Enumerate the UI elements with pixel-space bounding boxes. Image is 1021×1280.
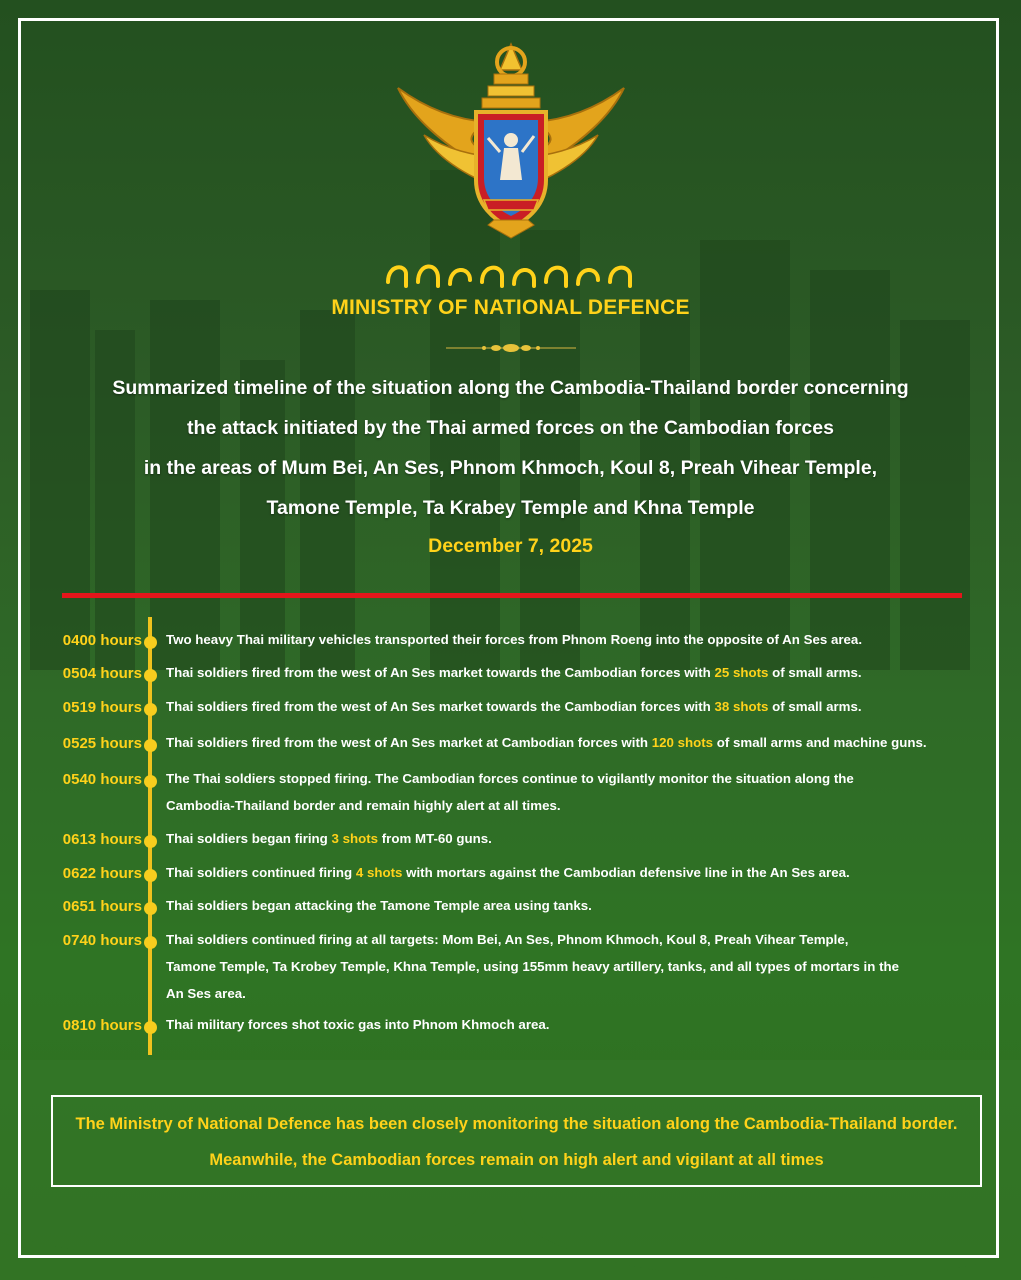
timeline-description [166, 626, 996, 653]
timeline-description-line [166, 953, 996, 980]
timeline-text: The Thai soldiers stopped firing. The Cambodian forces continue to vigilantly monitor the situation along the [166, 771, 854, 786]
timeline-description-line [166, 693, 996, 720]
timeline-time: 0525 hours [62, 735, 142, 752]
timeline-description-line [166, 980, 996, 1007]
timeline-time: 0622 hours [62, 865, 142, 882]
timeline-text: Thai soldiers fired from the west of An Ses market at Cambodian forces with [166, 735, 652, 750]
timeline-description [166, 765, 996, 819]
footer-box [51, 1095, 982, 1187]
timeline-description-line [166, 626, 996, 653]
timeline-description-line [166, 926, 996, 953]
shot-count-highlight: 3 shots [331, 831, 379, 846]
shot-count-highlight: 120 shots [651, 735, 714, 750]
timeline-text: of small arms and machine guns. [713, 735, 927, 750]
timeline-dot-icon [144, 835, 157, 848]
timeline-dot-icon [144, 636, 157, 649]
headline-line: the attack initiated by the Thai armed forces on the Cambodian forces [187, 417, 834, 439]
timeline-dot-icon [144, 869, 157, 882]
timeline-text: of small arms. [768, 699, 862, 714]
footer-line: Meanwhile, the Cambodian forces remain on high alert and vigilant at all times [209, 1151, 824, 1169]
timeline-description-line [166, 659, 996, 686]
timeline-description [166, 693, 996, 720]
timeline-text: Two heavy Thai military vehicles transported their forces from Phnom Roeng into the opposite of An Ses area. [166, 632, 863, 647]
timeline-dot-icon [144, 775, 157, 788]
red-divider [62, 593, 962, 598]
shot-count-highlight: 4 shots [355, 865, 403, 880]
headline-line: Tamone Temple, Ta Krabey Temple and Khna Temple [266, 497, 755, 519]
timeline-description-line [166, 859, 996, 886]
timeline-text: Thai soldiers continued firing [166, 865, 356, 880]
timeline-dot-icon [144, 1021, 157, 1034]
headline-line: in the areas of Mum Bei, An Ses, Phnom Khmoch, Koul 8, Preah Vihear Temple, [143, 457, 878, 479]
timeline-time: 0519 hours [62, 699, 142, 716]
timeline-text: Thai military forces shot toxic gas into Phnom Khmoch area. [166, 1017, 550, 1032]
timeline-text: Thai soldiers continued firing at all targets: Mom Bei, An Ses, Phnom Khmoch, Koul 8, Preah Vihear Temple, [166, 932, 849, 947]
timeline-time: 0613 hours [62, 831, 142, 848]
timeline-dot-icon [144, 703, 157, 716]
timeline-time: 0810 hours [62, 1017, 142, 1034]
footer-line: The Ministry of National Defence has been closely monitoring the situation along the Cambodia-Thailand border. [75, 1115, 958, 1133]
shot-count-highlight: 38 shots [714, 699, 769, 714]
timeline-text: Thai soldiers began attacking the Tamone Temple area using tanks. [166, 898, 592, 913]
timeline-text: An Ses area. [166, 986, 246, 1001]
timeline-dot-icon [144, 739, 157, 752]
timeline-description [166, 926, 996, 1007]
headline-line: Summarized timeline of the situation along the Cambodia-Thailand border concerning [112, 377, 909, 399]
timeline-time: 0504 hours [62, 665, 142, 682]
timeline-text: Thai soldiers fired from the west of An Ses market towards the Cambodian forces with [166, 665, 715, 680]
khmer-ministry-title [380, 250, 642, 292]
timeline-description-line [166, 792, 996, 819]
headline [40, 368, 981, 528]
ministry-emblem-icon [388, 40, 634, 240]
timeline-description-line [166, 1011, 996, 1038]
timeline-description [166, 1011, 996, 1038]
timeline-time: 0400 hours [62, 632, 142, 649]
timeline-time: 0740 hours [62, 932, 142, 949]
timeline-time: 0651 hours [62, 898, 142, 915]
timeline-description-line [166, 825, 996, 852]
ministry-name: MINISTRY OF NATIONAL DEFENCE [331, 296, 690, 319]
timeline-description-line [166, 892, 996, 919]
timeline-text: of small arms. [768, 665, 862, 680]
timeline-description [166, 659, 996, 686]
timeline-text: Tamone Temple, Ta Krobey Temple, Khna Temple, using 155mm heavy artillery, tanks, and all types of mortars in the [166, 959, 900, 974]
timeline-dot-icon [144, 936, 157, 949]
timeline-description [166, 859, 996, 886]
timeline-description [166, 729, 996, 756]
timeline-description [166, 825, 996, 852]
shot-count-highlight: 25 shots [714, 665, 769, 680]
timeline-text: Thai soldiers began firing [166, 831, 332, 846]
timeline-description-line [166, 729, 996, 756]
timeline-dot-icon [144, 902, 157, 915]
timeline-text: from MT-60 guns. [378, 831, 492, 846]
timeline-text: Thai soldiers fired from the west of An Ses market towards the Cambodian forces with [166, 699, 715, 714]
timeline-dot-icon [144, 669, 157, 682]
timeline-description-line [166, 765, 996, 792]
timeline-text: with mortars against the Cambodian defensive line in the An Ses area. [402, 865, 850, 880]
timeline-text: Cambodia-Thailand border and remain highly alert at all times. [166, 798, 561, 813]
headline-date: December 7, 2025 [428, 535, 593, 557]
ornament-divider-icon [446, 340, 576, 356]
timeline-description [166, 892, 996, 919]
timeline-time: 0540 hours [62, 771, 142, 788]
